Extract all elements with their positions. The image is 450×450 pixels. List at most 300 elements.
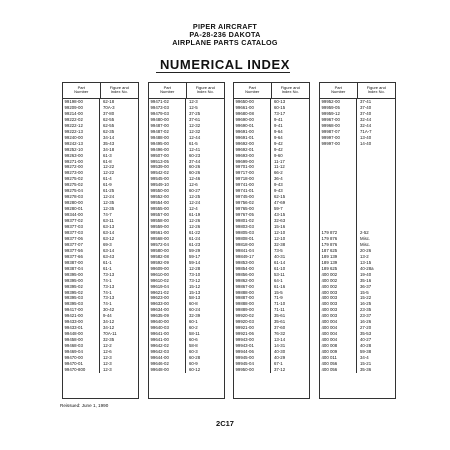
figure-index: 35-16: [360, 277, 372, 283]
figure-index: 15-5: [360, 289, 369, 295]
figure-index: 35-36: [360, 366, 372, 372]
part-number: 400 002: [320, 272, 357, 278]
part-number: 99610-00: [149, 272, 186, 278]
figure-index: 12-24: [103, 194, 115, 200]
part-number: 99634-00: [149, 307, 186, 313]
figure-index: 30-42: [103, 307, 115, 313]
figure-index: 19-40: [360, 271, 372, 277]
figure-index: 34-18: [103, 146, 115, 152]
figure-index: 61-19: [189, 212, 201, 218]
part-number: 400 003: [320, 295, 357, 301]
part-number: 99967-00: [320, 117, 357, 123]
part-number: 99280-01: [63, 206, 100, 212]
part-number: 179 872: [320, 230, 357, 236]
part-number: 99395-02: [63, 290, 100, 296]
figure-index: 67-1: [274, 360, 283, 366]
part-number: 99470-800: [63, 367, 100, 373]
part-number: 99468-03: [63, 343, 100, 349]
part-number: 99717-00: [234, 170, 271, 176]
part-number: 99818-00: [234, 242, 271, 248]
figure-index: 9-44: [103, 313, 112, 319]
figure-index: 15-13: [189, 289, 201, 295]
figure-index: 64-1: [274, 277, 283, 283]
part-number: 99644-00: [149, 355, 186, 361]
part-number: 99950-00: [234, 367, 271, 373]
part-number: 99275-02: [63, 176, 100, 182]
figure-index: 12-10: [274, 229, 286, 235]
part-number: 179 876: [320, 242, 357, 248]
part-number: 99568-00: [149, 236, 186, 242]
figure-index: 61-25: [103, 188, 115, 194]
figure-index: 40-31: [274, 253, 286, 259]
figure-index: 60-24: [189, 307, 201, 313]
part-number: 99808-01: [234, 236, 271, 242]
figure-index: 60-13: [274, 99, 286, 104]
part-number: 400 009: [320, 349, 357, 355]
figure-index: 12-24: [189, 200, 201, 206]
part-number: 99650-00: [234, 99, 271, 105]
part-number: 99699-00: [234, 159, 271, 165]
figure-index: 53-11: [274, 271, 285, 277]
part-number: 99619-04: [149, 284, 186, 290]
part-number: 99921-00: [234, 325, 271, 331]
part-number: 99888-00: [234, 290, 271, 296]
part-number: 99641-00: [149, 337, 186, 343]
figure-index: 23-35: [360, 307, 372, 313]
figure-index: 59-14: [189, 259, 201, 265]
part-number: 99458-00: [63, 337, 100, 343]
figure-index: 32-38: [274, 241, 286, 247]
part-number: 99377-03: [63, 224, 100, 230]
figure-index: 60-12: [189, 366, 201, 372]
figure-index: 47-69: [274, 200, 286, 206]
figure-index: 61-24: [189, 235, 201, 241]
part-number: 99421-00: [63, 313, 100, 319]
part-number: 99377-06: [63, 236, 100, 242]
figure-index: 12-22: [103, 164, 115, 170]
part-number: 99377-66: [63, 254, 100, 260]
part-number: 99646-02: [149, 361, 186, 367]
table-row: [234, 367, 309, 373]
figure-index: 12-35: [103, 206, 115, 212]
part-number: 99263-00: [63, 153, 100, 159]
part-number: 99242-13: [63, 141, 100, 147]
figure-index: 60-9: [189, 360, 198, 366]
part-number: 99471-02: [149, 99, 186, 105]
part-number: 99377-03: [63, 230, 100, 236]
figure-index: 43-15: [274, 212, 286, 218]
figure-index: 60-2: [189, 325, 198, 331]
part-number: 99633-00: [149, 301, 186, 307]
figure-index: 9-42: [274, 140, 283, 146]
part-number: 99448-00: [63, 331, 100, 337]
part-number: 99377-02: [63, 218, 100, 224]
figure-index: 32-35: [103, 337, 115, 343]
figure-index: 63-11: [103, 218, 114, 224]
part-number: 99252-10: [63, 147, 100, 153]
part-number: 99849-17: [234, 254, 271, 260]
figure-index: 40-28: [360, 343, 372, 349]
figure-index: 9-64: [274, 134, 283, 140]
part-number: 400 002: [320, 284, 357, 290]
part-number: 400 003: [320, 307, 357, 313]
figure-index: 13-14: [274, 337, 286, 343]
figure-index-header: Figure and Index No.: [280, 84, 300, 95]
page-code: 2C17: [216, 419, 234, 428]
figure-index: 59-17: [189, 253, 201, 259]
figure-index: 15-5: [274, 289, 283, 295]
part-number: 99741-00: [234, 182, 271, 188]
figure-index: 12-44: [189, 134, 201, 140]
figure-index: 20-26: [360, 247, 372, 253]
figure-index: 9-43: [274, 188, 283, 194]
part-number: 99889-00: [234, 307, 271, 313]
part-number: 99642-03: [149, 349, 186, 355]
header-catalog: AIRPLANE PARTS CATALOG: [172, 38, 278, 47]
figure-index: Misc.: [360, 241, 371, 247]
figure-index: 15-12: [189, 283, 201, 289]
part-number: 99945-04: [234, 361, 271, 367]
figure-index: 61-3: [103, 152, 112, 158]
figure-index: 58-8: [189, 343, 198, 349]
part-number: 99272-00: [63, 164, 100, 170]
figure-index: 12-5: [189, 104, 198, 110]
figure-index: 62-15: [274, 194, 286, 200]
part-number: 99610-02: [149, 278, 186, 284]
figure-index: 63-14: [103, 229, 115, 235]
figure-index: 32-63: [274, 218, 286, 224]
part-number: 99344-00: [63, 212, 100, 218]
figure-index: 34-12: [103, 319, 115, 325]
table-row: [63, 367, 138, 373]
figure-index: 12-41: [189, 146, 201, 152]
part-number: 99635-09: [149, 313, 186, 319]
part-number: 99275-02: [63, 182, 100, 188]
part-number: 99554-00: [149, 200, 186, 206]
part-number: 99952-00: [320, 99, 357, 105]
part-number: 99987-07: [320, 129, 357, 135]
figure-index: 60-6: [189, 337, 198, 343]
part-number: 99767-05: [234, 212, 271, 218]
part-number: 99805-03: [234, 230, 271, 236]
part-number: 99545-00: [149, 176, 186, 182]
figure-index: 73-5: [274, 247, 283, 253]
figure-index: 15-16: [274, 224, 286, 230]
figure-index: 63-14: [103, 247, 115, 253]
figure-index: 74-1: [103, 277, 112, 283]
part-number: 99222-12: [63, 123, 100, 129]
part-number: 99542-02: [149, 170, 186, 176]
figure-index: 13-2: [360, 253, 369, 259]
figure-index: 16-26: [360, 319, 372, 325]
part-number: 99692-00: [234, 141, 271, 147]
part-number: 99741-01: [234, 188, 271, 194]
part-number: 99470-01: [63, 361, 100, 367]
figure-index: 9-42: [274, 146, 283, 152]
column-header: [149, 83, 224, 99]
part-number-header: Part Number: [63, 83, 101, 98]
part-number: 99561-00: [149, 230, 186, 236]
part-number: 99222-13: [63, 129, 100, 135]
figure-index: 62-55: [103, 122, 115, 128]
figure-index: 73-10: [189, 271, 201, 277]
figure-index: 60-15: [274, 104, 286, 110]
part-number: 99945-00: [234, 355, 271, 361]
figure-index: 13-15: [360, 259, 372, 265]
part-number: 99469-04: [63, 349, 100, 355]
figure-index: 9-41: [274, 116, 283, 122]
part-number: 99487-00: [149, 123, 186, 129]
figure-index: 71-11: [274, 307, 285, 313]
part-number: 400 003: [320, 313, 357, 319]
part-number: 400 004: [320, 331, 357, 337]
table-row: [149, 367, 224, 373]
figure-index: 74-7: [103, 212, 112, 218]
figure-index: 60-28: [189, 354, 201, 360]
part-number: 99854-00: [234, 266, 271, 272]
figure-index: 37-44: [189, 158, 201, 164]
figure-index: 61-8: [103, 158, 112, 164]
part-number: 99387-00: [63, 260, 100, 266]
figure-index: 12-4: [189, 206, 198, 212]
figure-index: 32-44: [360, 116, 372, 122]
part-number: 400 002: [320, 278, 357, 284]
figure-index: 73-12: [189, 277, 201, 283]
part-number: 99395-02: [63, 284, 100, 290]
part-number: 99275-04: [63, 188, 100, 194]
part-number: 99801-02: [234, 218, 271, 224]
part-number: 99273-00: [63, 170, 100, 176]
column-header: [63, 83, 138, 99]
part-number: 99692-01: [234, 147, 271, 153]
part-number: 400 004: [320, 337, 357, 343]
figure-index: 11-17: [274, 158, 285, 164]
figure-index: 12-10: [274, 235, 286, 241]
part-number: 99640-00: [149, 319, 186, 325]
figure-index: 61-23: [189, 241, 201, 247]
figure-index: 60-27: [189, 188, 201, 194]
part-number: 400 003: [320, 290, 357, 296]
column-header: [320, 83, 395, 99]
part-number: 99198-00: [63, 99, 100, 105]
column-header: [234, 83, 309, 99]
part-number: 400 004: [320, 319, 357, 325]
figure-index: 13-40: [360, 134, 372, 140]
part-number: 99488-00: [149, 135, 186, 141]
part-number: 99550-00: [149, 188, 186, 194]
figure-index: 12-25: [189, 194, 201, 200]
figure-index: 40-27: [360, 337, 372, 343]
figure-index: Misc.: [360, 235, 371, 241]
figure-index: 35-53: [360, 331, 372, 337]
figure-index: 73-13: [103, 271, 115, 277]
figure-index: 37-41: [360, 99, 372, 104]
part-number: 99642-02: [149, 343, 186, 349]
part-number: 99867-00: [234, 284, 271, 290]
part-number: 99661-00: [234, 105, 271, 111]
figure-index: 63-13: [103, 224, 115, 230]
figure-index: 62-55: [103, 116, 115, 122]
part-number: 99240-00: [63, 135, 100, 141]
figure-index: 37-40: [360, 104, 372, 110]
figure-index: 12-3: [103, 354, 112, 360]
figure-index: 12-3: [189, 99, 198, 104]
figure-index: 32-39: [189, 313, 201, 319]
figure-index: 59-29: [189, 247, 201, 253]
figure-index: 70A-3: [103, 104, 115, 110]
figure-index: 59-38: [360, 349, 372, 355]
part-number: 99209-00: [63, 105, 100, 111]
part-number: 400 056: [320, 361, 357, 367]
figure-index: 14-40: [360, 140, 372, 146]
part-number: 99887-00: [234, 295, 271, 301]
part-number: 99558-00: [149, 218, 186, 224]
part-number: 99433-00: [63, 319, 100, 325]
figure-index: 16-25: [360, 301, 372, 307]
part-number: 99944-06: [234, 349, 271, 355]
figure-index: 35-61: [274, 313, 286, 319]
figure-index: 76-32: [274, 331, 286, 337]
figure-index: 62-18: [103, 99, 115, 104]
part-number: 99765-00: [234, 206, 271, 212]
figure-index: 27-20: [360, 325, 372, 331]
part-number: 400 011: [320, 355, 357, 361]
index-column: [62, 82, 139, 399]
figure-index: 58-11: [189, 331, 200, 337]
part-number: 99718-00: [234, 176, 271, 182]
figure-index: 9-41: [274, 122, 283, 128]
figure-index: 9-43: [274, 182, 283, 188]
figure-index: 12-32: [189, 128, 201, 134]
figure-index: 37-40: [360, 110, 372, 116]
figure-index: 35-61: [274, 319, 286, 325]
figure-index: 37-12: [274, 366, 286, 372]
part-number: 99395-00: [63, 272, 100, 278]
figure-index: 37-25: [189, 110, 201, 116]
figure-index: 61-22: [189, 229, 201, 235]
part-number: 99943-00: [234, 337, 271, 343]
part-number-header: Part Number: [320, 83, 358, 98]
part-number: 99693-00: [234, 153, 271, 159]
figure-index: 9-64: [274, 128, 283, 134]
part-number: 99943-01: [234, 343, 271, 349]
figure-index: 35-43: [103, 140, 115, 146]
figure-index: 23-37: [360, 313, 372, 319]
figure-index: 62-35: [103, 128, 115, 134]
part-number: 99555-00: [149, 206, 186, 212]
figure-index: 40-29: [274, 354, 286, 360]
part-number: 99997-00: [320, 135, 357, 141]
part-number: 99756-02: [234, 200, 271, 206]
part-number-header: Part Number: [149, 83, 187, 98]
figure-index: 74-1: [103, 289, 112, 295]
table-row: [320, 367, 395, 373]
part-number: 99387-04: [63, 266, 100, 272]
figure-index: 12-46: [189, 176, 201, 182]
figure-index: 58-13: [189, 295, 201, 301]
figure-index: 69-3: [103, 241, 112, 247]
part-number: 99480-00: [149, 117, 186, 123]
part-number: 99433-01: [63, 325, 100, 331]
part-number: 99690-01: [234, 123, 271, 129]
part-number: 187 625: [320, 248, 357, 254]
figure-index: 60-26: [189, 170, 201, 176]
part-number: 99395-03: [63, 295, 100, 301]
part-number: 99572-04: [149, 242, 186, 248]
figure-index: 63-43: [103, 253, 115, 259]
part-number: 99968-00: [320, 123, 357, 129]
part-number: 99609-00: [149, 266, 186, 272]
figure-index-header: Figure and Index No.: [109, 84, 129, 95]
figure-index: 12-3: [103, 366, 112, 372]
header-model: PA-28-236 DAKOTA: [189, 30, 261, 39]
part-number: 99640-03: [149, 325, 186, 331]
figure-index: 34-12: [103, 325, 115, 331]
part-number: 99552-00: [149, 194, 186, 200]
part-number: 99691-00: [234, 129, 271, 135]
part-number: 99920-02: [234, 313, 271, 319]
figure-index: 37-80: [103, 110, 115, 116]
part-number: 99395-03: [63, 301, 100, 307]
part-number: 99997-00: [320, 141, 357, 147]
part-number: 99862-00: [234, 278, 271, 284]
part-number: 99507-00: [149, 153, 186, 159]
part-number: 99271-00: [63, 159, 100, 165]
part-number: 99417-00: [63, 307, 100, 313]
part-number: 99582-08: [149, 254, 186, 260]
part-number: 99690-00: [234, 117, 271, 123]
part-number: 99539-00: [149, 164, 186, 170]
part-number: 99888-00: [234, 301, 271, 307]
index-column: [148, 82, 225, 399]
figure-index: 71-10: [274, 301, 286, 307]
part-number: 99856-00: [234, 272, 271, 278]
figure-index: 61-4: [103, 176, 112, 182]
figure-index: 66-2: [274, 170, 283, 176]
part-number: 99280-00: [63, 200, 100, 206]
part-number: 99920-03: [234, 319, 271, 325]
page-title: NUMERICAL INDEX: [159, 57, 291, 72]
figure-index: 37-60: [274, 325, 286, 331]
figure-index: 71A-7: [360, 128, 372, 134]
part-number: 99623-00: [149, 295, 186, 301]
figure-index: 12-26: [189, 224, 201, 230]
part-number: 99745-00: [234, 194, 271, 200]
figure-index: 61-5: [189, 140, 198, 146]
figure-index: 12-2: [103, 343, 112, 349]
figure-index: 70A-11: [103, 331, 117, 337]
figure-index: 34-14: [103, 134, 115, 140]
part-number: 99377-07: [63, 242, 100, 248]
part-number: 400 056: [320, 367, 357, 373]
figure-index: 60-23: [189, 152, 201, 158]
part-number: 99592-09: [149, 260, 186, 266]
part-number: 99559-00: [149, 224, 186, 230]
figure-index: 2-52: [360, 229, 369, 235]
part-number: 99921-06: [234, 331, 271, 337]
figure-index: 61-1: [103, 265, 112, 271]
figure-index: 61-10: [274, 265, 286, 271]
title-underline: [156, 72, 290, 73]
part-number: 189 625: [320, 266, 357, 272]
part-number: 99214-00: [63, 111, 100, 117]
part-number: 99648-00: [149, 367, 186, 373]
part-number: 400 004: [320, 325, 357, 331]
figure-index: 60-26: [189, 164, 201, 170]
figure-index: 12-35: [103, 200, 115, 206]
part-number: 99853-00: [234, 260, 271, 266]
part-number: 99222-02: [63, 117, 100, 123]
